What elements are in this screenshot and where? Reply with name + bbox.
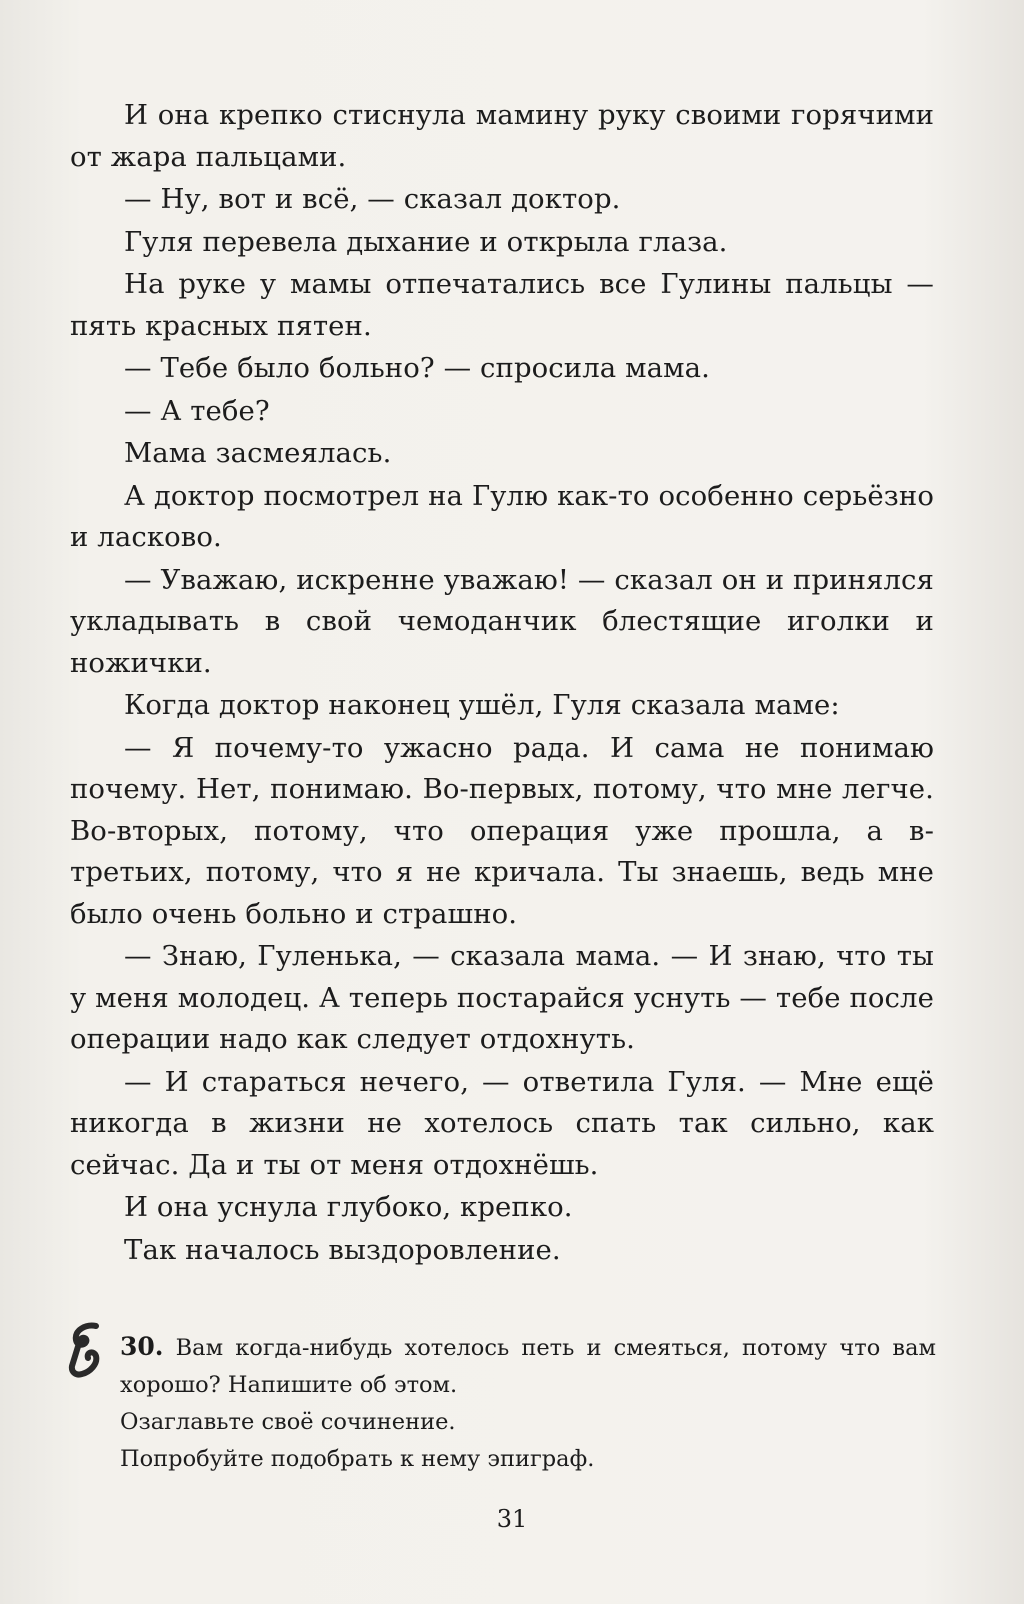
story-paragraph: Мама засмеялась. [124,437,392,469]
story-paragraph: Гуля перевела дыхание и открыла глаза. [124,225,728,258]
story-paragraph: — Тебе было больно? — спросила мама. [124,352,710,384]
story-paragraph: И она уснула глубоко, крепко. [124,1191,573,1223]
story-paragraph: И она крепко стиснула мамину руку своими горячими от жара пальцами. [70,99,934,173]
exercise-instruction: Попробуйте подобрать к нему эпиграф. [120,1446,595,1472]
story-paragraph: На руке у мамы отпечатались все Гулины пальцы — пять красных пятен. [70,268,934,342]
story-paragraph: — Уважаю, искренне уважаю! — сказал он и принялся укладывать в свой чемоданчик блестящие иголки и ножички. [70,563,934,679]
writing-task-icon [66,1322,106,1378]
exercise-30 [66,1328,936,1478]
story-paragraph: — И стараться нечего, — ответила Гуля. — Мне ещё никогда в жизни не хотелось спать так сильно, как сейчас. Да и ты от меня отдохнёшь. [70,1065,934,1181]
exercise-question-text: Вам когда-нибудь хотелось петь и смеяться, потому что вам хорошо? Напишите об этом. [120,1335,936,1398]
story-paragraph: — А тебе? [124,394,270,427]
story-text [70,95,934,1272]
story-paragraph: Когда доктор наконец ушёл, Гуля сказала маме: [124,689,840,721]
story-paragraph: — Я почему-то ужасно рада. И сама не понимаю почему. Нет, понимаю. Во-первых, потому, что мне легче. Во-вторых, потому, что операция уже прошла, а в-третьих, потому, что я не кричала. Ты знаешь, ведь мне было очень больно и страшно. [70,731,934,930]
story-paragraph: Так началось выздоровление. [124,1233,561,1266]
story-paragraph: А доктор посмотрел на Гулю как-то особенно серьёзно и ласково. [70,479,934,553]
page-number: 31 [496,1505,528,1533]
exercise-number: 30. [120,1332,164,1361]
story-paragraph: — Ну, вот и всё, — сказал доктор. [124,183,621,215]
exercise-question [120,1328,936,1404]
story-paragraph: — Знаю, Гуленька, — сказала мама. — И знаю, что ты у меня молодец. А теперь постарайся уснуть — тебе после операции надо как следует отдохнуть. [70,940,934,1055]
exercise-instruction: Озаглавьте своё сочинение. [120,1409,456,1435]
